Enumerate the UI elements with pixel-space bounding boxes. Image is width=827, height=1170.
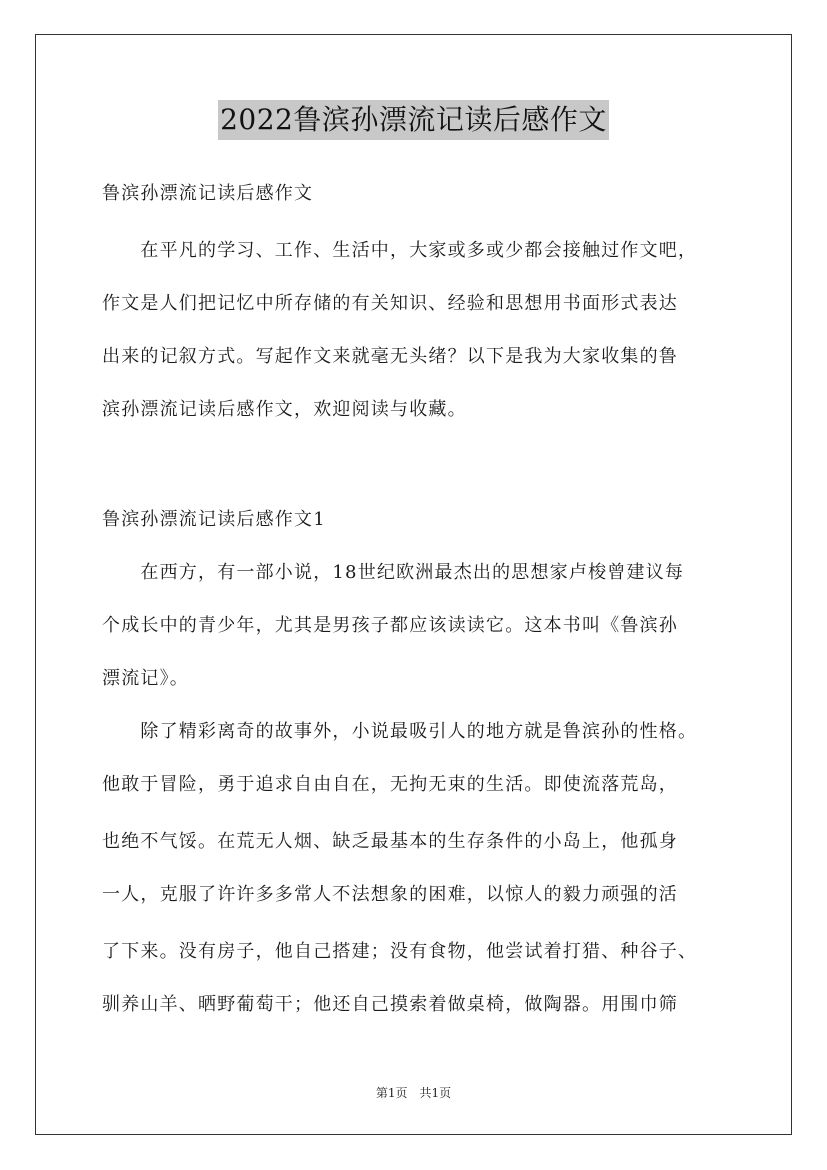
paragraph-line: 在西方，有一部小说，18世纪欧洲最杰出的思想家卢梭曾建议每 [102,562,685,583]
paragraph-line: 一人，克服了许许多多常人不法想象的困难，以惊人的毅力顽强的活 [102,884,678,905]
paragraph-line: 除了精彩离奇的故事外，小说最吸引人的地方就是鲁滨孙的性格。 [102,721,698,742]
paragraph-line: 了下来。没有房子，他自己搭建；没有食物，他尝试着打猎、种谷子、 [102,941,698,962]
paragraph-line: 在平凡的学习、工作、生活中，大家或多或少都会接触过作文吧， [102,240,698,261]
paragraph-line: 出来的记叙方式。写起作文来就毫无头绪？以下是我为大家收集的鲁 [102,346,678,367]
section-heading: 鲁滨孙漂流记读后感作文1 [102,509,326,530]
section-heading: 鲁滨孙漂流记读后感作文 [102,183,314,204]
paragraph-line: 他敢于冒险，勇于追求自由自在，无拘无束的生活。即使流落荒岛， [102,774,678,795]
paragraph-line: 作文是人们把记忆中所存储的有关知识、经验和思想用书面形式表达 [102,293,678,314]
paragraph-line: 驯养山羊、晒野葡萄干；他还自己摸索着做桌椅，做陶器。用围巾筛 [102,994,678,1015]
paragraph-line: 漂流记》。 [102,668,189,689]
document-title: 2022鲁滨孙漂流记读后感作文 [218,100,609,140]
paragraph-line: 个成长中的青少年，尤其是男孩子都应该读读它。这本书叫《鲁滨孙 [102,615,678,636]
paragraph-line: 也绝不气馁。在荒无人烟、缺乏最基本的生存条件的小岛上，他孤身 [102,831,678,852]
title-container [0,100,827,140]
paragraph-line: 滨孙漂流记读后感作文，欢迎阅读与收藏。 [102,399,467,420]
page-footer: 第1页 共1页 [375,1086,452,1100]
